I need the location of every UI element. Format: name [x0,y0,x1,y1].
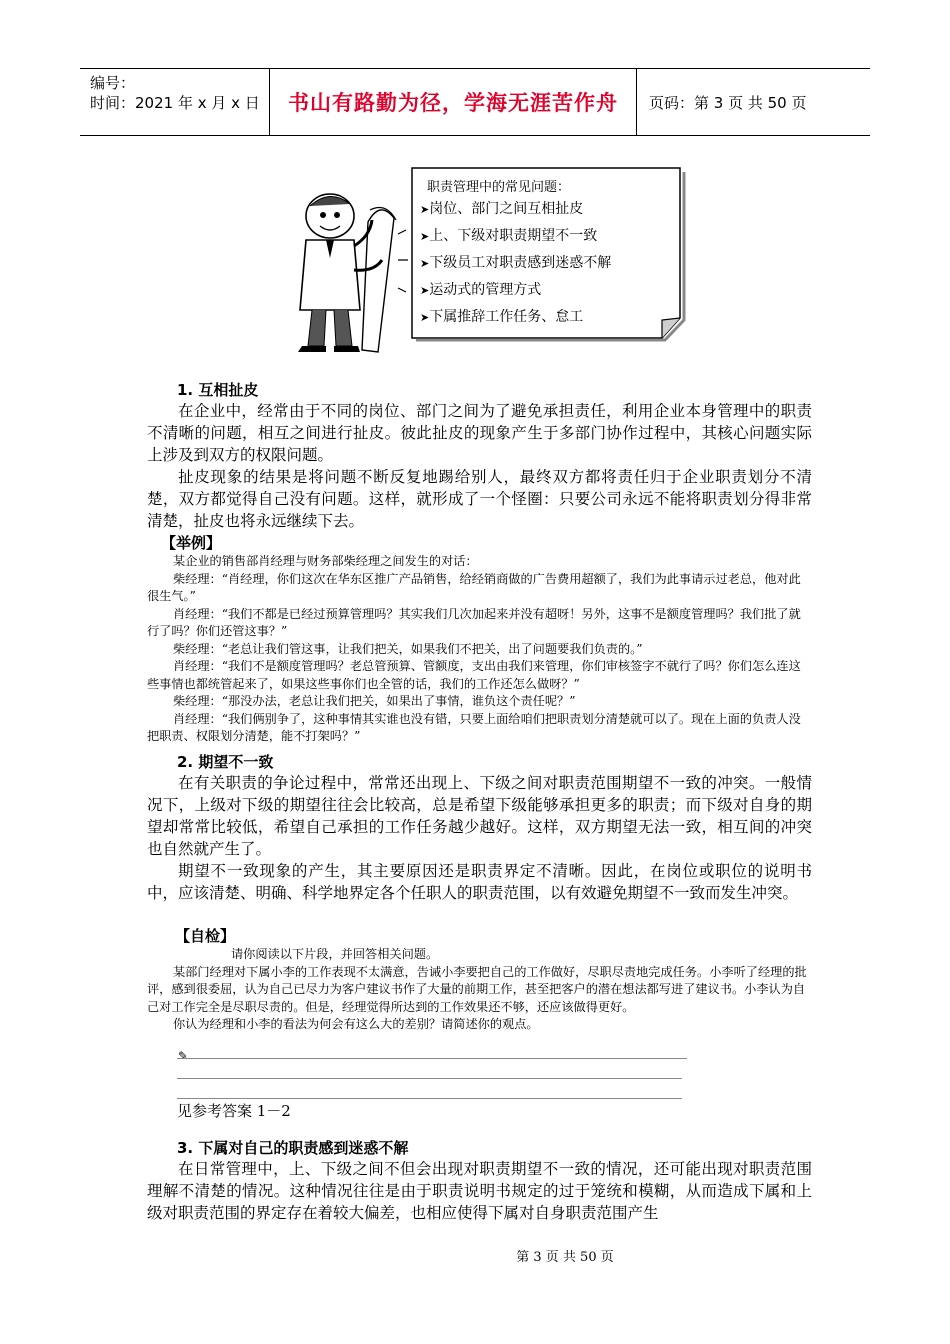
answer-line[interactable] [177,1078,682,1079]
paragraph: 在日常管理中，上、下级之间不但会出现对职责期望不一致的情况，还可能出现对职责范围理解不清楚的情况。这种情况往往是由于职责说明书规定的过于笼统和模糊，从而造成下属和上级对职责范围的界定存在着较大偏差，也相应使得下属对自身职责范围产生 [147,1160,812,1222]
selfcheck-intro: 请你阅读以下片段，并回答相关问题。 [231,947,439,961]
header-meta [80,69,270,135]
example-line: 肖经理：“我们俩别争了，这种事情其实谁也没有错，只要上面给咱们把职责划分清楚就可以了。现在上面的负责人没把职责、权限划分清楚，能不打架吗？” [147,711,801,743]
answer-line[interactable] [177,1058,687,1059]
arrow-icon: ➤ [420,311,430,324]
selfcheck-block [147,925,812,1034]
paragraph: 在企业中，经常由于不同的岗位、部门之间为了避免承担责任，利用企业本身管理中的职责不清晰的问题，相互之间进行扯皮。彼此扯皮的现象产生于多部门协作过程中，其核心问题实际上涉及到双方的权限问题。 [147,402,812,464]
header-page-label: 页码：第 3 页 共 50 页 [649,93,807,112]
illustration-list [420,196,670,331]
paragraph: 扯皮现象的结果是将问题不断反复地踢给别人，最终双方都将责任归于企业职责划分不清楚，双方都觉得自己没有问题。这样，就形成了一个怪圈：只要公司永远不能将职责划分得非常清楚，扯皮也将永远继续下去。 [147,468,812,530]
arrow-icon: ➤ [420,230,430,243]
example-tag: 【举例】 [161,534,222,552]
example-line: 柴经理：“老总让我们管这事，让我们把关，如果我们不把关，出了问题要我们负责的。” [173,641,643,656]
selfcheck-passage: 某部门经理对下属小李的工作表现不太满意，告诫小李要把自己的工作做好，尽职尽责地完成任务。小李听了经理的批评，感到很委屈，认为自己已尽力为客户建议书作了大量的前期工作，甚至把客户的潜在想法都写进了建议书。小李认为自己对工作完全是尽职尽责的。但是，经理觉得所达到的工作效果还不够，还应该做得更好。 [147,964,807,1014]
pen-icon: ✎ [178,1049,189,1063]
arrow-icon: ➤ [420,203,430,216]
list-item: ➤下级员工对职责感到迷惑不解 [420,255,612,271]
illustration-title: 职责管理中的常见问题： [427,180,571,195]
serial-label: 编号： [90,74,136,92]
section-1-body [147,400,812,532]
page-header [80,68,870,136]
paragraph: 在有关职责的争论过程中，常常还出现上、下级之间对职责范围期望不一致的冲突。一般情况下，上级对下级的期望往往会比较高，总是希望下级能够承担更多的职责；而下级对自身的期望却常常比较低，希望自己承担的工作任务越少越好。这样，双方期望无法一致，相互间的冲突也自然就产生了。 [147,774,812,858]
page-footer: 第 3 页 共 50 页 [516,1250,614,1265]
example-block [147,532,812,746]
arrow-icon: ➤ [420,257,430,270]
example-line: 柴经理：“肖经理，你们这次在华东区推广产品销售，给经销商做的广告费用超额了，我们为此事请示过老总，他对此很生气。” [147,571,801,603]
example-line: 柴经理：“那没办法，老总让我们把关，如果出了事情，谁负这个责任呢？” [173,694,576,708]
list-item: ➤运动式的管理方式 [420,282,542,298]
section-2-body [147,772,812,904]
section-3-heading: 3. 下属对自己的职责感到迷惑不解 [177,1139,409,1157]
selfcheck-tag: 【自检】 [175,927,236,945]
example-line: 肖经理：“我们不是额度管理吗？老总管预算、管额度，支出由我们来管理，你们审核签字不就行了吗？你们怎么连这些事情也都统管起来了，如果这些事你们也全管的话，我们的工作还怎么做呀？” [147,659,801,691]
answer-line[interactable] [177,1098,682,1099]
section-1-heading: 1. 互相扯皮 [177,381,259,399]
list-item: ➤下属推辞工作任务、怠工 [420,309,584,325]
section-3-body [147,1158,812,1224]
section-2-heading: 2. 期望不一致 [177,753,274,771]
header-motto: 书山有路勤为径，学海无涯苦作舟 [270,69,637,135]
time-label: 时间：2021 年 x 月 x 日 [90,94,260,112]
arrow-icon: ➤ [420,284,430,297]
answer-reference: 见参考答案 1－2 [177,1102,291,1120]
list-item: ➤上、下级对职责期望不一致 [420,228,598,244]
list-item: ➤岗位、部门之间互相扯皮 [420,201,584,217]
selfcheck-question: 你认为经理和小李的看法为何会有这么大的差别？请简述你的观点。 [173,1017,539,1031]
paragraph: 期望不一致现象的产生，其主要原因还是职责界定不清晰。因此，在岗位或职位的说明书中，应该清楚、明确、科学地界定各个任职人的职责范围，以有效避免期望不一致而发生冲突。 [147,862,812,902]
example-line: 某企业的销售部肖经理与财务部柴经理之间发生的对话： [173,554,478,568]
example-line: 肖经理：“我们不都是已经过预算管理吗？其实我们几次加起来并没有超呀！另外，这事不是额度管理吗？我们批了就行了吗？你们还管这事？” [147,606,801,638]
